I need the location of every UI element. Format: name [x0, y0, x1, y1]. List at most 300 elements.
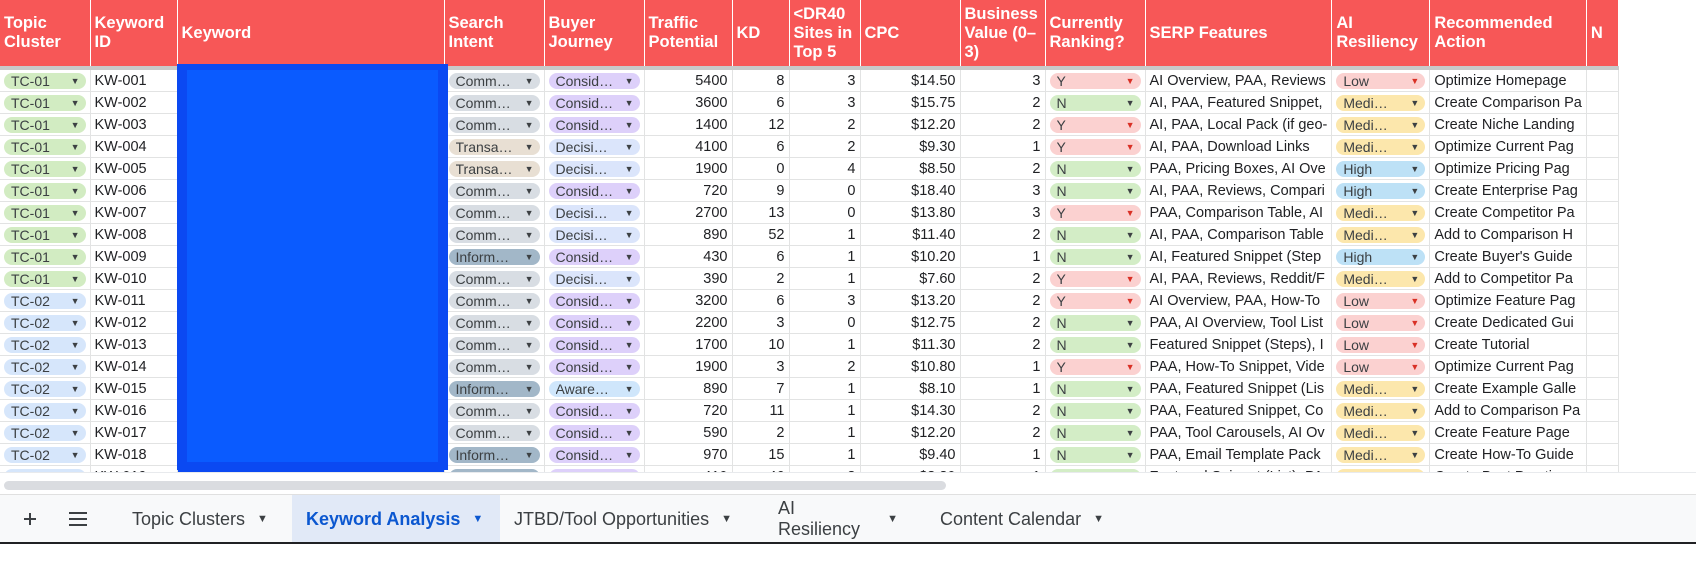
business-value-cell[interactable]: 3 — [960, 202, 1045, 224]
cell[interactable] — [0, 202, 90, 224]
topic-cluster-dropdown[interactable] — [4, 359, 86, 375]
cell[interactable] — [444, 268, 544, 290]
dropdown-arrow-icon[interactable]: ▼ — [70, 273, 80, 284]
kd-cell[interactable]: 10 — [732, 334, 789, 356]
dropdown-arrow-icon[interactable]: ▼ — [1410, 449, 1420, 460]
cell[interactable] — [0, 136, 90, 158]
cell[interactable] — [0, 312, 90, 334]
search-intent-dropdown[interactable] — [449, 95, 540, 111]
kd-cell[interactable]: 9 — [732, 180, 789, 202]
serp-features-cell[interactable]: AI, PAA, Local Pack (if geo- — [1145, 114, 1332, 136]
cell[interactable] — [1586, 202, 1618, 224]
kd-cell[interactable]: 6 — [732, 246, 789, 268]
keyword-id-cell[interactable]: KW-015 — [90, 378, 177, 400]
cell[interactable] — [1332, 356, 1430, 378]
cell[interactable] — [444, 202, 544, 224]
column-header[interactable]: N — [1586, 0, 1618, 68]
cell[interactable] — [1045, 378, 1145, 400]
dropdown-arrow-icon[interactable]: ▼ — [1410, 185, 1420, 196]
dropdown-arrow-icon[interactable]: ▼ — [70, 75, 80, 86]
tab-menu-arrow-icon[interactable]: ▼ — [887, 513, 898, 525]
dr40-cell[interactable]: 3 — [789, 68, 860, 92]
buyer-journey-dropdown[interactable] — [549, 447, 640, 463]
search-intent-dropdown[interactable] — [449, 447, 540, 463]
ranking-dropdown[interactable] — [1050, 139, 1141, 155]
sheet-tab[interactable] — [764, 495, 912, 543]
dropdown-arrow-icon[interactable]: ▼ — [70, 427, 80, 438]
dropdown-arrow-icon[interactable]: ▼ — [1410, 405, 1420, 416]
search-intent-dropdown[interactable] — [449, 183, 540, 199]
business-value-cell[interactable]: 2 — [960, 92, 1045, 114]
ai-resiliency-dropdown[interactable] — [1336, 293, 1425, 309]
traffic-cell[interactable]: 5400 — [644, 68, 732, 92]
dropdown-arrow-icon[interactable]: ▼ — [1410, 317, 1420, 328]
dropdown-arrow-icon[interactable]: ▼ — [1125, 295, 1135, 306]
recommended-action-cell[interactable]: Optimize Current Pag — [1430, 136, 1587, 158]
dropdown-arrow-icon[interactable]: ▼ — [624, 141, 634, 152]
dropdown-arrow-icon[interactable]: ▼ — [70, 97, 80, 108]
tab-menu-arrow-icon[interactable]: ▼ — [257, 513, 268, 525]
column-header[interactable]: CPC — [860, 0, 960, 68]
cell[interactable] — [1332, 334, 1430, 356]
dropdown-arrow-icon[interactable]: ▼ — [70, 163, 80, 174]
cell[interactable] — [1332, 202, 1430, 224]
search-intent-dropdown[interactable] — [449, 315, 540, 331]
ai-resiliency-dropdown[interactable] — [1336, 337, 1425, 353]
dropdown-arrow-icon[interactable]: ▼ — [1125, 119, 1135, 130]
dropdown-arrow-icon[interactable]: ▼ — [624, 273, 634, 284]
cell[interactable] — [544, 356, 644, 378]
tab-menu-arrow-icon[interactable]: ▼ — [472, 513, 484, 525]
recommended-action-cell[interactable]: Add to Comparison Pa — [1430, 400, 1587, 422]
scrollbar-thumb[interactable] — [4, 481, 946, 490]
business-value-cell[interactable]: 2 — [960, 268, 1045, 290]
cell[interactable] — [0, 356, 90, 378]
dropdown-arrow-icon[interactable]: ▼ — [1125, 317, 1135, 328]
dropdown-arrow-icon[interactable]: ▼ — [1125, 163, 1135, 174]
topic-cluster-dropdown[interactable] — [4, 95, 86, 111]
dropdown-arrow-icon[interactable]: ▼ — [524, 119, 534, 130]
recommended-action-cell[interactable]: Create How-To Guide — [1430, 444, 1587, 466]
dropdown-arrow-icon[interactable]: ▼ — [524, 295, 534, 306]
sheet-tab[interactable] — [926, 495, 1126, 543]
cpc-cell[interactable]: $9.40 — [860, 444, 960, 466]
cell[interactable] — [0, 378, 90, 400]
ranking-dropdown[interactable] — [1050, 73, 1141, 89]
keyword-id-cell[interactable]: KW-007 — [90, 202, 177, 224]
keyword-id-cell[interactable]: KW-014 — [90, 356, 177, 378]
dropdown-arrow-icon[interactable]: ▼ — [1125, 207, 1135, 218]
recommended-action-cell[interactable]: Optimize Feature Pag — [1430, 290, 1587, 312]
keyword-id-cell[interactable]: KW-009 — [90, 246, 177, 268]
dropdown-arrow-icon[interactable]: ▼ — [624, 119, 634, 130]
cell[interactable] — [444, 68, 544, 92]
buyer-journey-dropdown[interactable] — [549, 425, 640, 441]
cpc-cell[interactable]: $12.75 — [860, 312, 960, 334]
cell[interactable] — [444, 92, 544, 114]
cpc-cell[interactable]: $12.20 — [860, 422, 960, 444]
topic-cluster-dropdown[interactable] — [4, 425, 86, 441]
cpc-cell[interactable]: $11.40 — [860, 224, 960, 246]
cpc-cell[interactable]: $14.30 — [860, 400, 960, 422]
add-sheet-button[interactable] — [12, 495, 48, 543]
cell[interactable] — [0, 290, 90, 312]
cell[interactable] — [1586, 400, 1618, 422]
cell[interactable] — [1045, 180, 1145, 202]
ai-resiliency-dropdown[interactable] — [1336, 403, 1425, 419]
cell[interactable] — [1045, 136, 1145, 158]
cell[interactable] — [1586, 422, 1618, 444]
serp-features-cell[interactable]: PAA, Comparison Table, AI — [1145, 202, 1332, 224]
cell[interactable] — [1045, 268, 1145, 290]
topic-cluster-dropdown[interactable] — [4, 73, 86, 89]
column-header[interactable]: AI Resiliency — [1332, 0, 1430, 68]
traffic-cell[interactable]: 1900 — [644, 158, 732, 180]
dropdown-arrow-icon[interactable]: ▼ — [70, 339, 80, 350]
kd-cell[interactable]: 7 — [732, 378, 789, 400]
ranking-dropdown[interactable] — [1050, 183, 1141, 199]
dropdown-arrow-icon[interactable]: ▼ — [1410, 207, 1420, 218]
keyword-id-cell[interactable]: KW-005 — [90, 158, 177, 180]
kd-cell[interactable]: 13 — [732, 202, 789, 224]
dr40-cell[interactable]: 1 — [789, 422, 860, 444]
ranking-dropdown[interactable] — [1050, 425, 1141, 441]
dropdown-arrow-icon[interactable]: ▼ — [524, 317, 534, 328]
cell[interactable] — [544, 334, 644, 356]
dropdown-arrow-icon[interactable]: ▼ — [524, 229, 534, 240]
dropdown-arrow-icon[interactable]: ▼ — [524, 405, 534, 416]
serp-features-cell[interactable]: Featured Snippet (Steps), I — [1145, 334, 1332, 356]
cpc-cell[interactable]: $8.50 — [860, 158, 960, 180]
dropdown-arrow-icon[interactable]: ▼ — [624, 229, 634, 240]
dropdown-arrow-icon[interactable]: ▼ — [624, 295, 634, 306]
column-header[interactable]: KD — [732, 0, 789, 68]
ai-resiliency-dropdown[interactable] — [1336, 381, 1425, 397]
cell[interactable] — [444, 444, 544, 466]
cell[interactable] — [544, 180, 644, 202]
ai-resiliency-dropdown[interactable] — [1336, 95, 1425, 111]
cell[interactable] — [544, 422, 644, 444]
cell[interactable] — [1332, 246, 1430, 268]
ai-resiliency-dropdown[interactable] — [1336, 73, 1425, 89]
cpc-cell[interactable]: $13.20 — [860, 290, 960, 312]
ranking-dropdown[interactable] — [1050, 359, 1141, 375]
keyword-id-cell[interactable]: KW-004 — [90, 136, 177, 158]
kd-cell[interactable]: 6 — [732, 92, 789, 114]
cell[interactable] — [1332, 136, 1430, 158]
cell[interactable] — [0, 422, 90, 444]
dropdown-arrow-icon[interactable]: ▼ — [70, 141, 80, 152]
keyword-id-cell[interactable]: KW-012 — [90, 312, 177, 334]
search-intent-dropdown[interactable] — [449, 359, 540, 375]
cell[interactable] — [1332, 312, 1430, 334]
column-header[interactable]: Topic Cluster — [0, 0, 90, 68]
recommended-action-cell[interactable]: Create Niche Landing — [1430, 114, 1587, 136]
kd-cell[interactable]: 3 — [732, 356, 789, 378]
dropdown-arrow-icon[interactable]: ▼ — [624, 97, 634, 108]
kd-cell[interactable]: 11 — [732, 400, 789, 422]
cell[interactable] — [0, 444, 90, 466]
dr40-cell[interactable]: 0 — [789, 312, 860, 334]
kd-cell[interactable]: 15 — [732, 444, 789, 466]
traffic-cell[interactable]: 890 — [644, 378, 732, 400]
dropdown-arrow-icon[interactable]: ▼ — [524, 339, 534, 350]
dr40-cell[interactable]: 2 — [789, 356, 860, 378]
cell[interactable] — [1586, 158, 1618, 180]
dropdown-arrow-icon[interactable]: ▼ — [1125, 185, 1135, 196]
ai-resiliency-dropdown[interactable] — [1336, 249, 1425, 265]
business-value-cell[interactable]: 2 — [960, 312, 1045, 334]
cell[interactable] — [0, 246, 90, 268]
topic-cluster-dropdown[interactable] — [4, 271, 86, 287]
cpc-cell[interactable]: $13.80 — [860, 202, 960, 224]
cell[interactable] — [444, 312, 544, 334]
traffic-cell[interactable]: 3600 — [644, 92, 732, 114]
dropdown-arrow-icon[interactable]: ▼ — [624, 339, 634, 350]
cell[interactable] — [0, 180, 90, 202]
cell[interactable] — [1045, 400, 1145, 422]
cell[interactable] — [1586, 334, 1618, 356]
kd-cell[interactable]: 52 — [732, 224, 789, 246]
keyword-id-cell[interactable]: KW-011 — [90, 290, 177, 312]
ai-resiliency-dropdown[interactable] — [1336, 183, 1425, 199]
ranking-dropdown[interactable] — [1050, 447, 1141, 463]
cpc-cell[interactable]: $15.75 — [860, 92, 960, 114]
traffic-cell[interactable]: 720 — [644, 180, 732, 202]
cell[interactable] — [1332, 400, 1430, 422]
dropdown-arrow-icon[interactable]: ▼ — [624, 75, 634, 86]
ai-resiliency-dropdown[interactable] — [1336, 271, 1425, 287]
dropdown-arrow-icon[interactable]: ▼ — [524, 449, 534, 460]
cell[interactable] — [1586, 356, 1618, 378]
dropdown-arrow-icon[interactable]: ▼ — [524, 383, 534, 394]
dropdown-arrow-icon[interactable]: ▼ — [624, 207, 634, 218]
dr40-cell[interactable]: 2 — [789, 114, 860, 136]
recommended-action-cell[interactable]: Create Example Galle — [1430, 378, 1587, 400]
dropdown-arrow-icon[interactable]: ▼ — [524, 273, 534, 284]
keyword-id-cell[interactable]: KW-003 — [90, 114, 177, 136]
dropdown-arrow-icon[interactable]: ▼ — [1125, 339, 1135, 350]
buyer-journey-dropdown[interactable] — [549, 227, 640, 243]
ai-resiliency-dropdown[interactable] — [1336, 205, 1425, 221]
dropdown-arrow-icon[interactable]: ▼ — [524, 427, 534, 438]
dropdown-arrow-icon[interactable]: ▼ — [524, 251, 534, 262]
dropdown-arrow-icon[interactable]: ▼ — [1125, 449, 1135, 460]
dropdown-arrow-icon[interactable]: ▼ — [1125, 427, 1135, 438]
keyword-id-cell[interactable]: KW-008 — [90, 224, 177, 246]
dropdown-arrow-icon[interactable]: ▼ — [1410, 383, 1420, 394]
cpc-cell[interactable]: $9.30 — [860, 136, 960, 158]
keyword-id-cell[interactable]: KW-006 — [90, 180, 177, 202]
cell[interactable] — [444, 246, 544, 268]
dropdown-arrow-icon[interactable]: ▼ — [1125, 141, 1135, 152]
serp-features-cell[interactable]: AI, PAA, Reviews, Reddit/F — [1145, 268, 1332, 290]
cell[interactable] — [544, 246, 644, 268]
search-intent-dropdown[interactable] — [449, 161, 540, 177]
dropdown-arrow-icon[interactable]: ▼ — [624, 361, 634, 372]
serp-features-cell[interactable]: PAA, AI Overview, Tool List — [1145, 312, 1332, 334]
cell[interactable] — [544, 114, 644, 136]
dropdown-arrow-icon[interactable]: ▼ — [624, 185, 634, 196]
topic-cluster-dropdown[interactable] — [4, 161, 86, 177]
business-value-cell[interactable]: 2 — [960, 114, 1045, 136]
ranking-dropdown[interactable] — [1050, 161, 1141, 177]
dropdown-arrow-icon[interactable]: ▼ — [70, 317, 80, 328]
recommended-action-cell[interactable]: Optimize Homepage — [1430, 68, 1587, 92]
dr40-cell[interactable]: 1 — [789, 334, 860, 356]
dropdown-arrow-icon[interactable]: ▼ — [1125, 229, 1135, 240]
dropdown-arrow-icon[interactable]: ▼ — [624, 317, 634, 328]
traffic-cell[interactable]: 4100 — [644, 136, 732, 158]
traffic-cell[interactable]: 970 — [644, 444, 732, 466]
dropdown-arrow-icon[interactable]: ▼ — [1125, 75, 1135, 86]
ai-resiliency-dropdown[interactable] — [1336, 227, 1425, 243]
recommended-action-cell[interactable]: Create Buyer's Guide — [1430, 246, 1587, 268]
ranking-dropdown[interactable] — [1050, 293, 1141, 309]
dr40-cell[interactable]: 1 — [789, 246, 860, 268]
ranking-dropdown[interactable] — [1050, 337, 1141, 353]
keyword-id-cell[interactable]: KW-018 — [90, 444, 177, 466]
cell[interactable] — [444, 180, 544, 202]
kd-cell[interactable]: 12 — [732, 114, 789, 136]
column-header[interactable]: Search Intent — [444, 0, 544, 68]
ranking-dropdown[interactable] — [1050, 117, 1141, 133]
keyword-id-cell[interactable]: KW-002 — [90, 92, 177, 114]
dropdown-arrow-icon[interactable]: ▼ — [524, 141, 534, 152]
topic-cluster-dropdown[interactable] — [4, 403, 86, 419]
buyer-journey-dropdown[interactable] — [549, 403, 640, 419]
cell[interactable] — [1586, 378, 1618, 400]
buyer-journey-dropdown[interactable] — [549, 315, 640, 331]
sheet-tab[interactable] — [500, 495, 750, 543]
cell[interactable] — [544, 202, 644, 224]
cell[interactable] — [1045, 356, 1145, 378]
topic-cluster-dropdown[interactable] — [4, 183, 86, 199]
keyword-id-cell[interactable]: KW-013 — [90, 334, 177, 356]
dropdown-arrow-icon[interactable]: ▼ — [1125, 383, 1135, 394]
buyer-journey-dropdown[interactable] — [549, 73, 640, 89]
ranking-dropdown[interactable] — [1050, 249, 1141, 265]
topic-cluster-dropdown[interactable] — [4, 447, 86, 463]
cell[interactable] — [1332, 158, 1430, 180]
cell[interactable] — [1586, 92, 1618, 114]
cell[interactable] — [444, 378, 544, 400]
topic-cluster-dropdown[interactable] — [4, 381, 86, 397]
search-intent-dropdown[interactable] — [449, 337, 540, 353]
cell[interactable] — [1332, 68, 1430, 92]
dropdown-arrow-icon[interactable]: ▼ — [624, 405, 634, 416]
cell[interactable] — [1332, 422, 1430, 444]
serp-features-cell[interactable]: PAA, Tool Carousels, AI Ov — [1145, 422, 1332, 444]
keyword-id-cell[interactable]: KW-016 — [90, 400, 177, 422]
cell[interactable] — [444, 136, 544, 158]
cell[interactable] — [544, 378, 644, 400]
kd-cell[interactable]: 2 — [732, 422, 789, 444]
serp-features-cell[interactable]: PAA, Email Template Pack — [1145, 444, 1332, 466]
serp-features-cell[interactable]: AI Overview, PAA, How-To — [1145, 290, 1332, 312]
cpc-cell[interactable]: $10.20 — [860, 246, 960, 268]
traffic-cell[interactable]: 590 — [644, 422, 732, 444]
dr40-cell[interactable]: 4 — [789, 158, 860, 180]
ai-resiliency-dropdown[interactable] — [1336, 139, 1425, 155]
cell[interactable] — [1045, 68, 1145, 92]
dropdown-arrow-icon[interactable]: ▼ — [70, 449, 80, 460]
dr40-cell[interactable]: 1 — [789, 378, 860, 400]
cell[interactable] — [444, 334, 544, 356]
ranking-dropdown[interactable] — [1050, 403, 1141, 419]
cell[interactable] — [544, 290, 644, 312]
traffic-cell[interactable]: 3200 — [644, 290, 732, 312]
dropdown-arrow-icon[interactable]: ▼ — [524, 163, 534, 174]
search-intent-dropdown[interactable] — [449, 117, 540, 133]
search-intent-dropdown[interactable] — [449, 293, 540, 309]
cell[interactable] — [544, 268, 644, 290]
cell[interactable] — [0, 268, 90, 290]
ai-resiliency-dropdown[interactable] — [1336, 447, 1425, 463]
cell[interactable] — [1045, 114, 1145, 136]
buyer-journey-dropdown[interactable] — [549, 161, 640, 177]
cell[interactable] — [1332, 180, 1430, 202]
search-intent-dropdown[interactable] — [449, 205, 540, 221]
cell[interactable] — [1045, 444, 1145, 466]
cell[interactable] — [0, 114, 90, 136]
cpc-cell[interactable]: $10.80 — [860, 356, 960, 378]
serp-features-cell[interactable]: AI, PAA, Comparison Table — [1145, 224, 1332, 246]
cell[interactable] — [1586, 180, 1618, 202]
buyer-journey-dropdown[interactable] — [549, 249, 640, 265]
search-intent-dropdown[interactable] — [449, 249, 540, 265]
dropdown-arrow-icon[interactable]: ▼ — [1410, 75, 1420, 86]
ai-resiliency-dropdown[interactable] — [1336, 359, 1425, 375]
column-header[interactable]: <DR40 Sites in Top 5 — [789, 0, 860, 68]
dr40-cell[interactable]: 3 — [789, 290, 860, 312]
buyer-journey-dropdown[interactable] — [549, 139, 640, 155]
cell[interactable] — [544, 312, 644, 334]
business-value-cell[interactable]: 1 — [960, 136, 1045, 158]
search-intent-dropdown[interactable] — [449, 425, 540, 441]
topic-cluster-dropdown[interactable] — [4, 337, 86, 353]
cell[interactable] — [444, 400, 544, 422]
cell[interactable] — [544, 68, 644, 92]
cell[interactable] — [444, 290, 544, 312]
dropdown-arrow-icon[interactable]: ▼ — [524, 207, 534, 218]
ai-resiliency-dropdown[interactable] — [1336, 315, 1425, 331]
dropdown-arrow-icon[interactable]: ▼ — [1410, 427, 1420, 438]
dropdown-arrow-icon[interactable]: ▼ — [1410, 295, 1420, 306]
recommended-action-cell[interactable]: Add to Comparison H — [1430, 224, 1587, 246]
cell[interactable] — [1586, 290, 1618, 312]
dr40-cell[interactable]: 0 — [789, 180, 860, 202]
serp-features-cell[interactable]: PAA, How-To Snippet, Vide — [1145, 356, 1332, 378]
traffic-cell[interactable]: 2700 — [644, 202, 732, 224]
cell[interactable] — [1045, 202, 1145, 224]
column-header[interactable]: Buyer Journey — [544, 0, 644, 68]
keyword-id-cell[interactable]: KW-017 — [90, 422, 177, 444]
buyer-journey-dropdown[interactable] — [549, 337, 640, 353]
topic-cluster-dropdown[interactable] — [4, 205, 86, 221]
business-value-cell[interactable]: 1 — [960, 378, 1045, 400]
cell[interactable] — [1332, 224, 1430, 246]
search-intent-dropdown[interactable] — [449, 73, 540, 89]
cell[interactable] — [1332, 444, 1430, 466]
dropdown-arrow-icon[interactable]: ▼ — [1410, 119, 1420, 130]
horizontal-scrollbar[interactable] — [0, 472, 1696, 495]
serp-features-cell[interactable]: PAA, Featured Snippet, Co — [1145, 400, 1332, 422]
dropdown-arrow-icon[interactable]: ▼ — [70, 251, 80, 262]
cell[interactable] — [1045, 290, 1145, 312]
buyer-journey-dropdown[interactable] — [549, 293, 640, 309]
cpc-cell[interactable]: $11.30 — [860, 334, 960, 356]
